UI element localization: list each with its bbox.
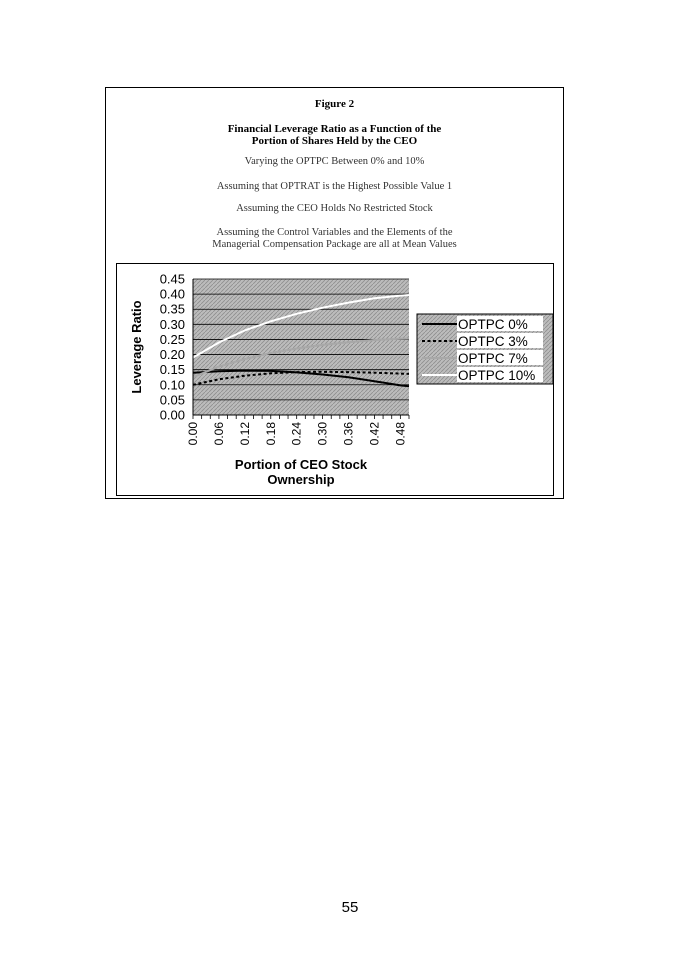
figure-subtitle-1: Varying the OPTPC Between 0% and 10% — [244, 156, 425, 167]
x-tick-label: 0.42 — [367, 422, 382, 446]
x-axis-label-line2: Ownership — [267, 472, 335, 487]
figure-title-line1: Financial Leverage Ratio as a Function of the — [227, 123, 442, 135]
figure-subtitle-4-line1: Assuming the Control Variables and the Elements of the — [216, 227, 453, 238]
figure-subtitle-4-line2: Managerial Compensation Package are all at Mean Values — [212, 238, 457, 250]
x-tick-label: 0.48 — [393, 422, 408, 446]
x-axis-label-line1: Portion of CEO Stock — [234, 457, 368, 472]
chart-frame — [116, 263, 554, 496]
y-tick-label: 0.00 — [159, 407, 185, 423]
y-tick-label: 0.10 — [159, 377, 185, 393]
x-tick-label: 0.12 — [237, 422, 252, 446]
figure-subtitle-4 — [106, 227, 563, 250]
x-tick-label: 0.00 — [186, 422, 200, 446]
figure-title — [106, 123, 563, 147]
x-tick-label: 0.36 — [341, 422, 356, 446]
x-tick-label: 0.24 — [289, 422, 304, 446]
x-tick-label: 0.06 — [211, 422, 226, 446]
page-number: 55 — [341, 899, 359, 916]
x-tick-label: 0.18 — [263, 422, 278, 446]
y-tick-label: 0.20 — [159, 347, 185, 363]
figure-label: Figure 2 — [314, 98, 355, 110]
y-tick-label: 0.40 — [159, 286, 185, 302]
y-tick-label: 0.30 — [159, 316, 185, 332]
legend-label: OPTPC 0% — [458, 317, 528, 332]
figure-title-line2: Portion of Shares Held by the CEO — [251, 135, 418, 147]
y-tick-label: 0.25 — [159, 331, 185, 347]
y-tick-label: 0.05 — [159, 392, 185, 408]
figure-subtitle-2: Assuming that OPTRAT is the Highest Possible Value 1 — [216, 181, 453, 192]
legend-label: OPTPC 7% — [458, 351, 528, 366]
chart-legend — [417, 314, 553, 384]
y-axis-label: Leverage Ratio — [129, 300, 144, 394]
leverage-chart — [117, 264, 553, 495]
y-tick-label: 0.35 — [159, 301, 185, 317]
y-tick-label: 0.15 — [159, 362, 185, 378]
y-tick-label: 0.45 — [159, 271, 185, 287]
legend-label: OPTPC 3% — [458, 334, 528, 349]
x-tick-label: 0.30 — [315, 422, 330, 446]
figure-subtitle-3: Assuming the CEO Holds No Restricted Stock — [236, 203, 433, 214]
legend-label: OPTPC 10% — [458, 368, 536, 383]
